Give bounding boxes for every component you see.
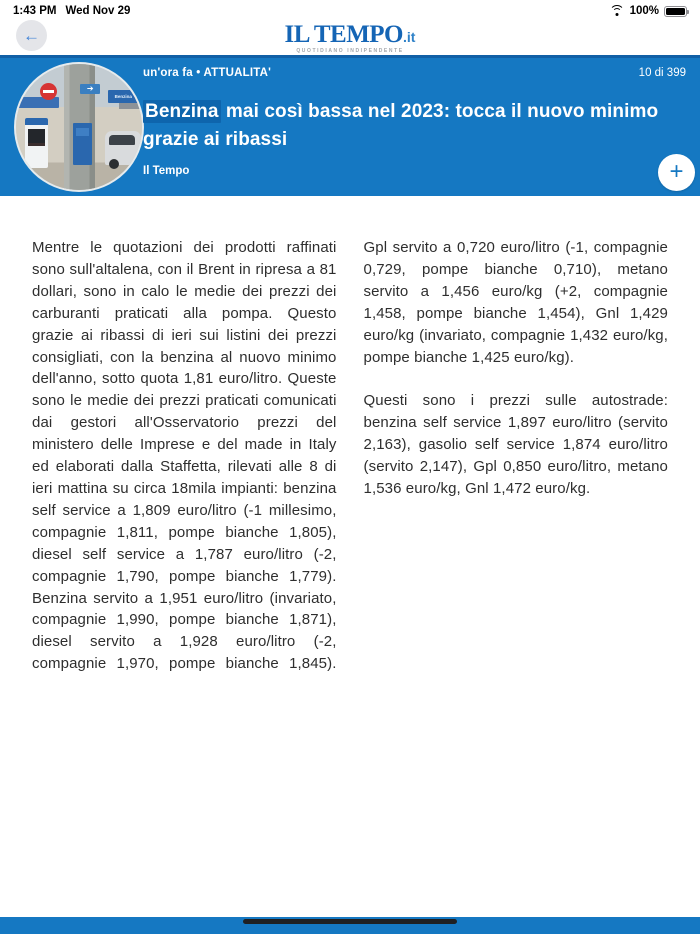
arrow-sign-icon: ➔ — [80, 84, 100, 94]
add-button[interactable] — [658, 154, 695, 191]
wifi-icon — [609, 5, 625, 17]
article-source: Il Tempo — [143, 165, 190, 177]
nav-header — [0, 22, 700, 58]
home-indicator[interactable] — [243, 919, 457, 924]
car-graphic — [105, 131, 141, 165]
position-counter: 10 di 399 — [638, 67, 686, 79]
status-date: Wed Nov 29 — [65, 5, 131, 17]
no-entry-sign-icon — [40, 83, 57, 100]
plus-icon: + — [669, 158, 684, 185]
article-body — [32, 237, 668, 679]
article-paragraph-2: Questi sono i prezzi sulle autostrade: benzina self service 1,897 euro/litro (servito 2,163), gasolio self service 1,874 euro/litro (servito 2,147), Gpl 0,850 euro/litro, metano 1,536 euro/kg, Gnl 1,472 euro/kg. — [363, 392, 668, 498]
article-header-banner — [0, 58, 700, 196]
article-title[interactable] — [143, 98, 673, 154]
app-logo — [0, 22, 700, 54]
bottom-bar — [0, 917, 700, 934]
price-totem-graphic — [73, 123, 92, 165]
fuel-pump-graphic — [25, 118, 48, 168]
status-bar — [0, 0, 700, 22]
back-arrow-icon: ← — [23, 25, 40, 45]
logo-suffix: .it — [403, 29, 416, 45]
title-highlighted-word: Benzina — [145, 101, 219, 122]
article-paragraph-1: Mentre le quotazioni dei prodotti raffinati sono sull'altalena, con il Brent in ripresa a 81 dollari, sono in calo le medie dei prezzi dei carburanti praticati alla pompa. Questo grazie ai ribassi di ieri sui listini dei prezzi consigliati, con la benzina al nuovo minimo dell'anno, sotto quota 1,81 euro/litro. Queste sono le medie dei prezzi praticati comunicati dai gestori all'Osservatorio prezzi del ministero delle Imprese e del made in Italy ed elaborati dalla Staffetta, rilevati alle 8 di ieri mattina su circa 18mila impianti: benzina self service a 1,809 euro/litro (-1 millesimo, compagnie 1,811, pompe bianche 1,805), diesel self service a 1,787 euro/litro (-2, compagnie 1,790, pompe bianche 1,779). Benzina servito a 1,951 euro/litro (invariato, compagnie 1,990, pompe bianche 1,871), diesel servito a 1,928 euro/litro (-2, compagnie 1,970, pompe bianche 1,845). Gpl servito a 0,720 euro/litro (-1, compagnie 0,729, pompe bianche 0,710), metano servito a 1,456 euro/kg (+2, compagnie 1,458, pompe bianche 1,454), Gnl 1,429 euro/kg (invariato, compagnie 1,432 euro/kg, pompe bianche 1,425 euro/kg). — [32, 239, 668, 673]
status-time-date — [13, 5, 130, 17]
logo-text: IL TEMPO — [284, 21, 404, 48]
battery-percent: 100% — [629, 5, 659, 17]
gas-station-photo — [16, 64, 142, 190]
title-rest: mai così bassa nel 2023: tocca il nuovo minimo grazie ai ribassi — [143, 101, 659, 150]
status-time: 1:43 PM — [13, 5, 57, 17]
logo-tagline: QUOTIDIANO INDIPENDENTE — [296, 48, 404, 54]
battery-icon — [664, 6, 687, 17]
article-meta: un'ora fa • ATTUALITA' — [143, 67, 272, 79]
article-thumbnail[interactable] — [14, 62, 144, 192]
benzina-sign-label: Benzina — [108, 90, 138, 103]
